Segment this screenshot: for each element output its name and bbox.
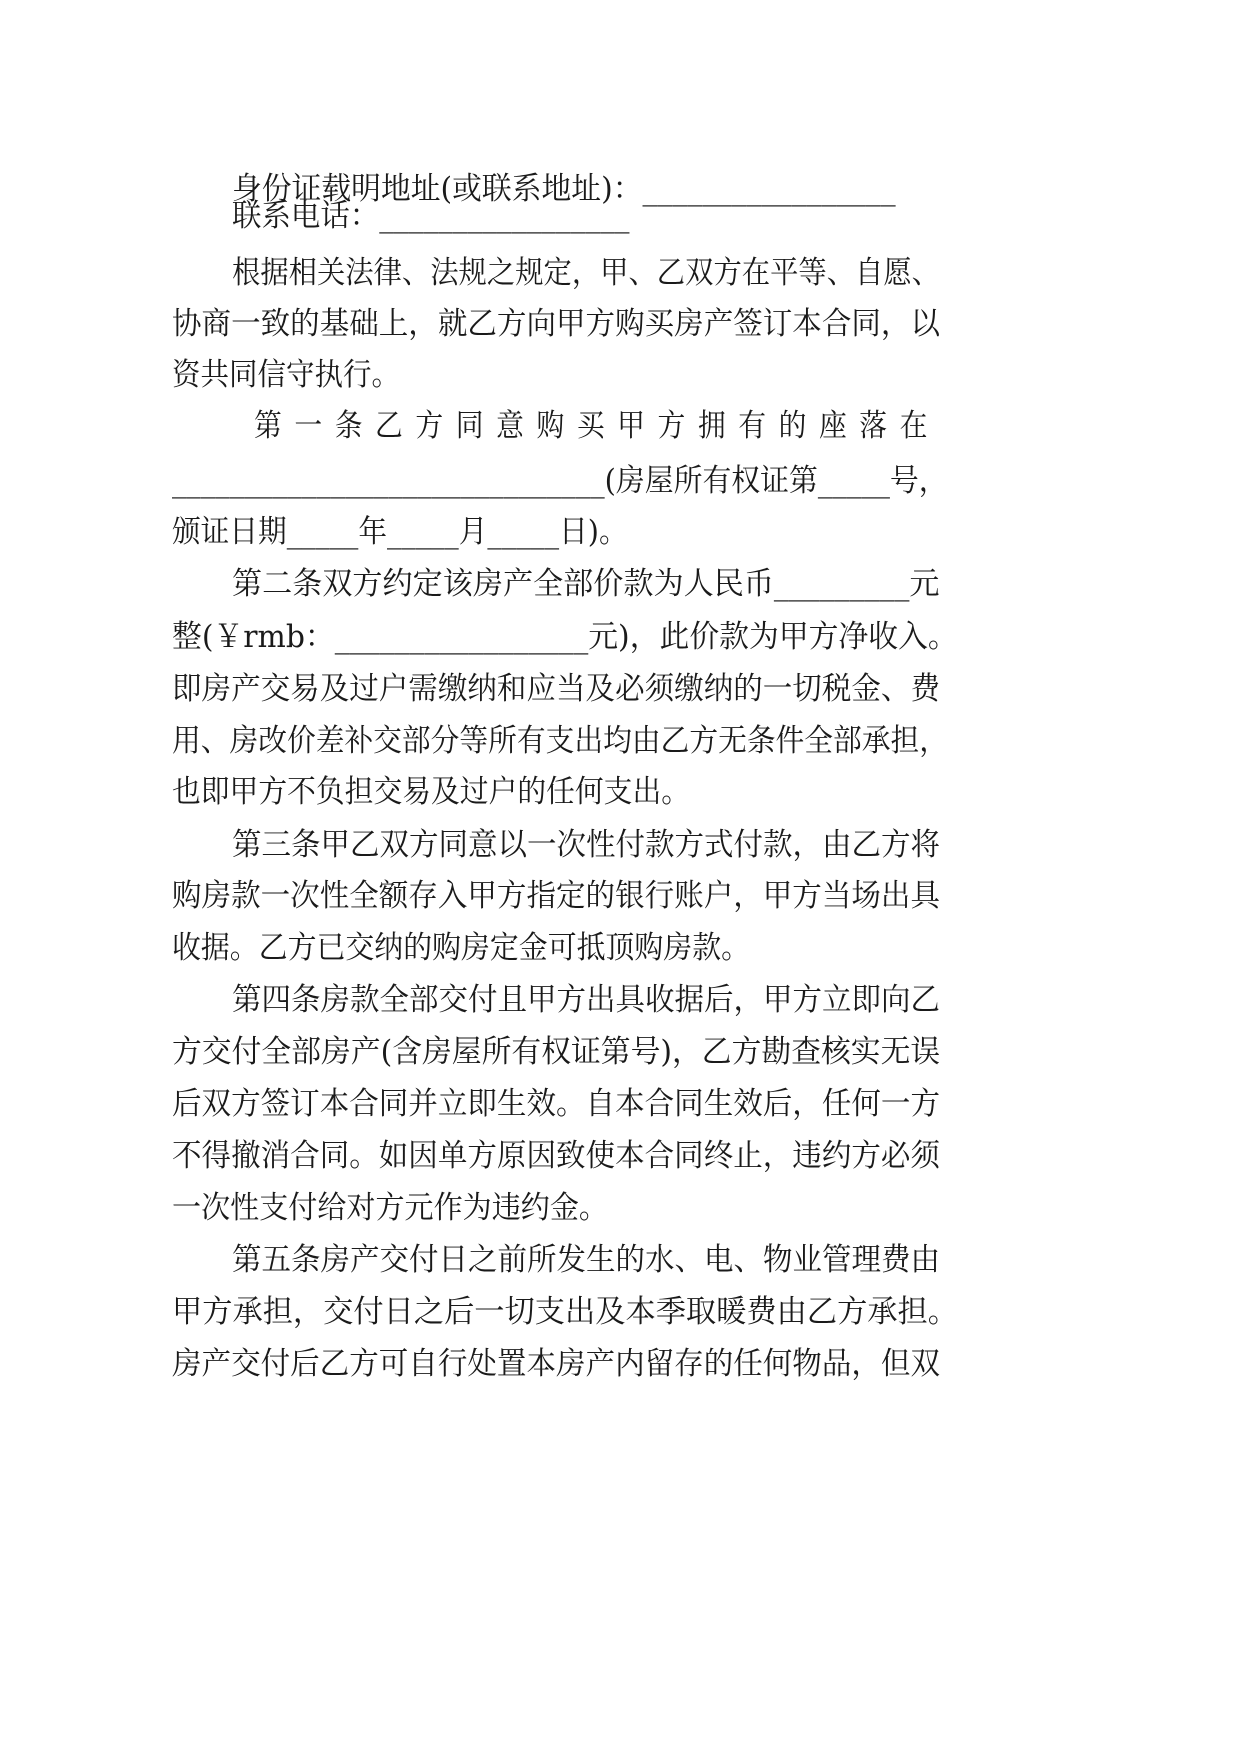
text-line — [0, 762, 1241, 822]
line-text: 房产交付后乙方可自行处置本房产内留存的任何物品，但双 — [172, 1346, 940, 1382]
line-text: 甲方承担，交付日之后一切支出及本季取暖费由乙方承担。 — [172, 1294, 958, 1330]
line-text: 联系电话：_________________ — [232, 198, 630, 234]
text-line — [0, 186, 1241, 246]
line-text: ______________________________(房屋所有权证第_____号， — [172, 463, 948, 499]
text-line — [0, 659, 1241, 719]
line-text: 后双方签订本合同并立即生效。自本合同生效后，任何一方 — [172, 1086, 940, 1122]
text-line — [0, 970, 1241, 1030]
text-line — [0, 1334, 1241, 1394]
text-line — [0, 1282, 1241, 1342]
text-line — [0, 607, 1241, 667]
text-line — [0, 1022, 1241, 1082]
text-line — [0, 502, 1241, 562]
line-text: 第四条房款全部交付且甲方出具收据后，甲方立即向乙 — [232, 982, 940, 1018]
text-line — [0, 396, 1241, 456]
line-text: 协商一致的基础上，就乙方向甲方购买房产签订本合同，以 — [172, 306, 940, 342]
line-text: 整(￥rmb：_________________元)，此价款为甲方净收入。 — [172, 619, 958, 655]
line-text: 用、房改价差补交部分等所有支出均由乙方无条件全部承担， — [172, 723, 948, 759]
text-line — [0, 866, 1241, 926]
line-text: 一次性支付给对方元作为违约金。 — [172, 1190, 608, 1226]
line-text: 第三条甲乙双方同意以一次性付款方式付款，由乙方将 — [232, 827, 940, 863]
line-text: 颁证日期_____年_____月_____日)。 — [172, 514, 628, 550]
text-line — [0, 1126, 1241, 1186]
line-text: 资共同信守执行。 — [172, 357, 400, 393]
text-line — [0, 1074, 1241, 1134]
line-text: 方交付全部房产(含房屋所有权证第号)，乙方勘查核实无误 — [172, 1034, 941, 1070]
text-line — [0, 1178, 1241, 1238]
line-text: 也即甲方不负担交易及过户的任何支出。 — [172, 774, 690, 810]
line-text: 身份证载明地址(或联系地址)：_________________ — [232, 171, 896, 207]
text-line — [0, 554, 1241, 614]
line-text: 购房款一次性全额存入甲方指定的银行账户，甲方当场出具 — [172, 878, 940, 914]
line-text: 不得撤消合同。如因单方原因致使本合同终止，违约方必须 — [172, 1138, 940, 1174]
line-text: 收据。乙方已交纳的购房定金可抵顶购房款。 — [172, 930, 750, 966]
text-line — [0, 1230, 1241, 1290]
line-text: 第五条房产交付日之前所发生的水、电、物业管理费由 — [232, 1242, 940, 1278]
line-text: 即房产交易及过户需缴纳和应当及必须缴纳的一切税金、费 — [172, 671, 940, 707]
line-text: 根据相关法律、法规之规定，甲、乙双方在平等、自愿、 — [232, 255, 940, 291]
text-line — [0, 918, 1241, 978]
line-text: 第一条乙方同意购买甲方拥有的座落在 — [254, 408, 940, 444]
line-text: 第二条双方约定该房产全部价款为人民币_________元 — [232, 566, 940, 602]
